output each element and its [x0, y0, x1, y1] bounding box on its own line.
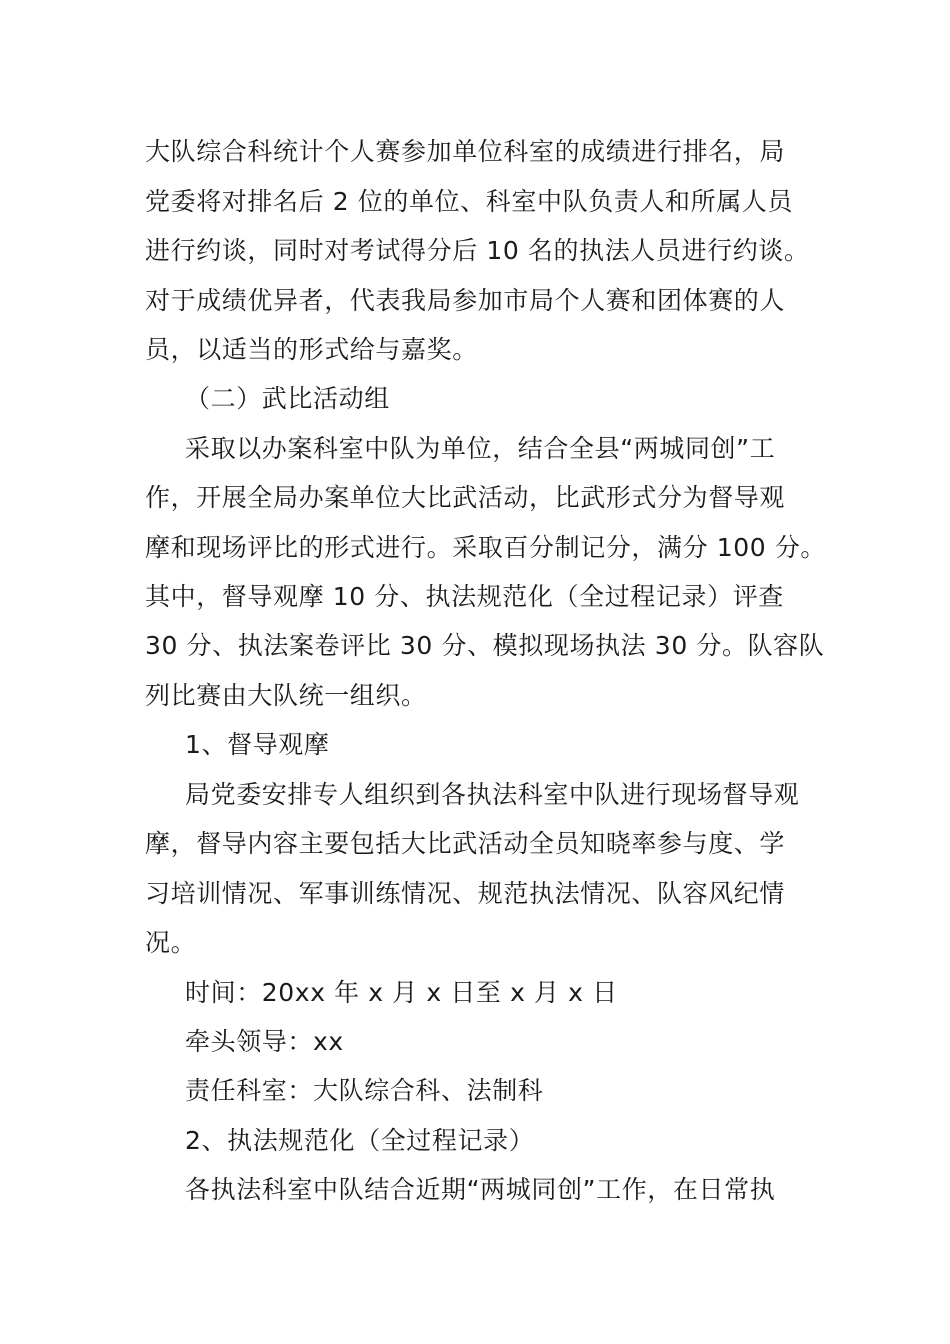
paragraph-line: 进行约谈，同时对考试得分后 10 名的执法人员进行约谈。 — [145, 236, 810, 265]
subsection-heading: 2、执法规范化（全过程记录） — [185, 1126, 535, 1155]
paragraph-line: 作，开展全局办案单位大比武活动，比武形式分为督导观 — [145, 483, 786, 512]
paragraph-line: 员，以适当的形式给与嘉奖。 — [145, 335, 478, 364]
paragraph-line: 对于成绩优异者，代表我局参加市局个人赛和团体赛的人 — [145, 286, 786, 315]
paragraph-line: 摩和现场评比的形式进行。采取百分制记分，满分 100 分。 — [145, 533, 827, 562]
paragraph-line: 局党委安排专人组织到各执法科室中队进行现场督导观 — [185, 780, 800, 809]
paragraph-line: 习培训情况、军事训练情况、规范执法情况、队容风纪情 — [145, 879, 786, 908]
paragraph-line: 其中，督导观摩 10 分、执法规范化（全过程记录）评查 — [145, 582, 784, 611]
paragraph-line: 30 分、执法案卷评比 30 分、模拟现场执法 30 分。队容队 — [145, 631, 825, 660]
paragraph-line: 摩，督导内容主要包括大比武活动全员知晓率参与度、学 — [145, 829, 786, 858]
subsection-heading: 1、督导观摩 — [185, 730, 330, 759]
paragraph-line: 采取以办案科室中队为单位，结合全县“两城同创”工 — [185, 434, 776, 463]
time-line: 时间：20xx 年 x 月 x 日至 x 月 x 日 — [185, 978, 618, 1007]
paragraph-line: 列比赛由大队统一组织。 — [145, 681, 427, 710]
paragraph-line: 党委将对排名后 2 位的单位、科室中队负责人和所属人员 — [145, 187, 794, 216]
department-line: 责任科室：大队综合科、法制科 — [185, 1076, 544, 1105]
paragraph-line: 大队综合科统计个人赛参加单位科室的成绩进行排名，局 — [145, 137, 786, 166]
section-heading: （二）武比活动组 — [185, 384, 390, 413]
paragraph-line: 各执法科室中队结合近期“两城同创”工作，在日常执 — [185, 1175, 776, 1204]
leader-line: 牵头领导：xx — [185, 1027, 344, 1056]
paragraph-line: 况。 — [145, 928, 197, 957]
